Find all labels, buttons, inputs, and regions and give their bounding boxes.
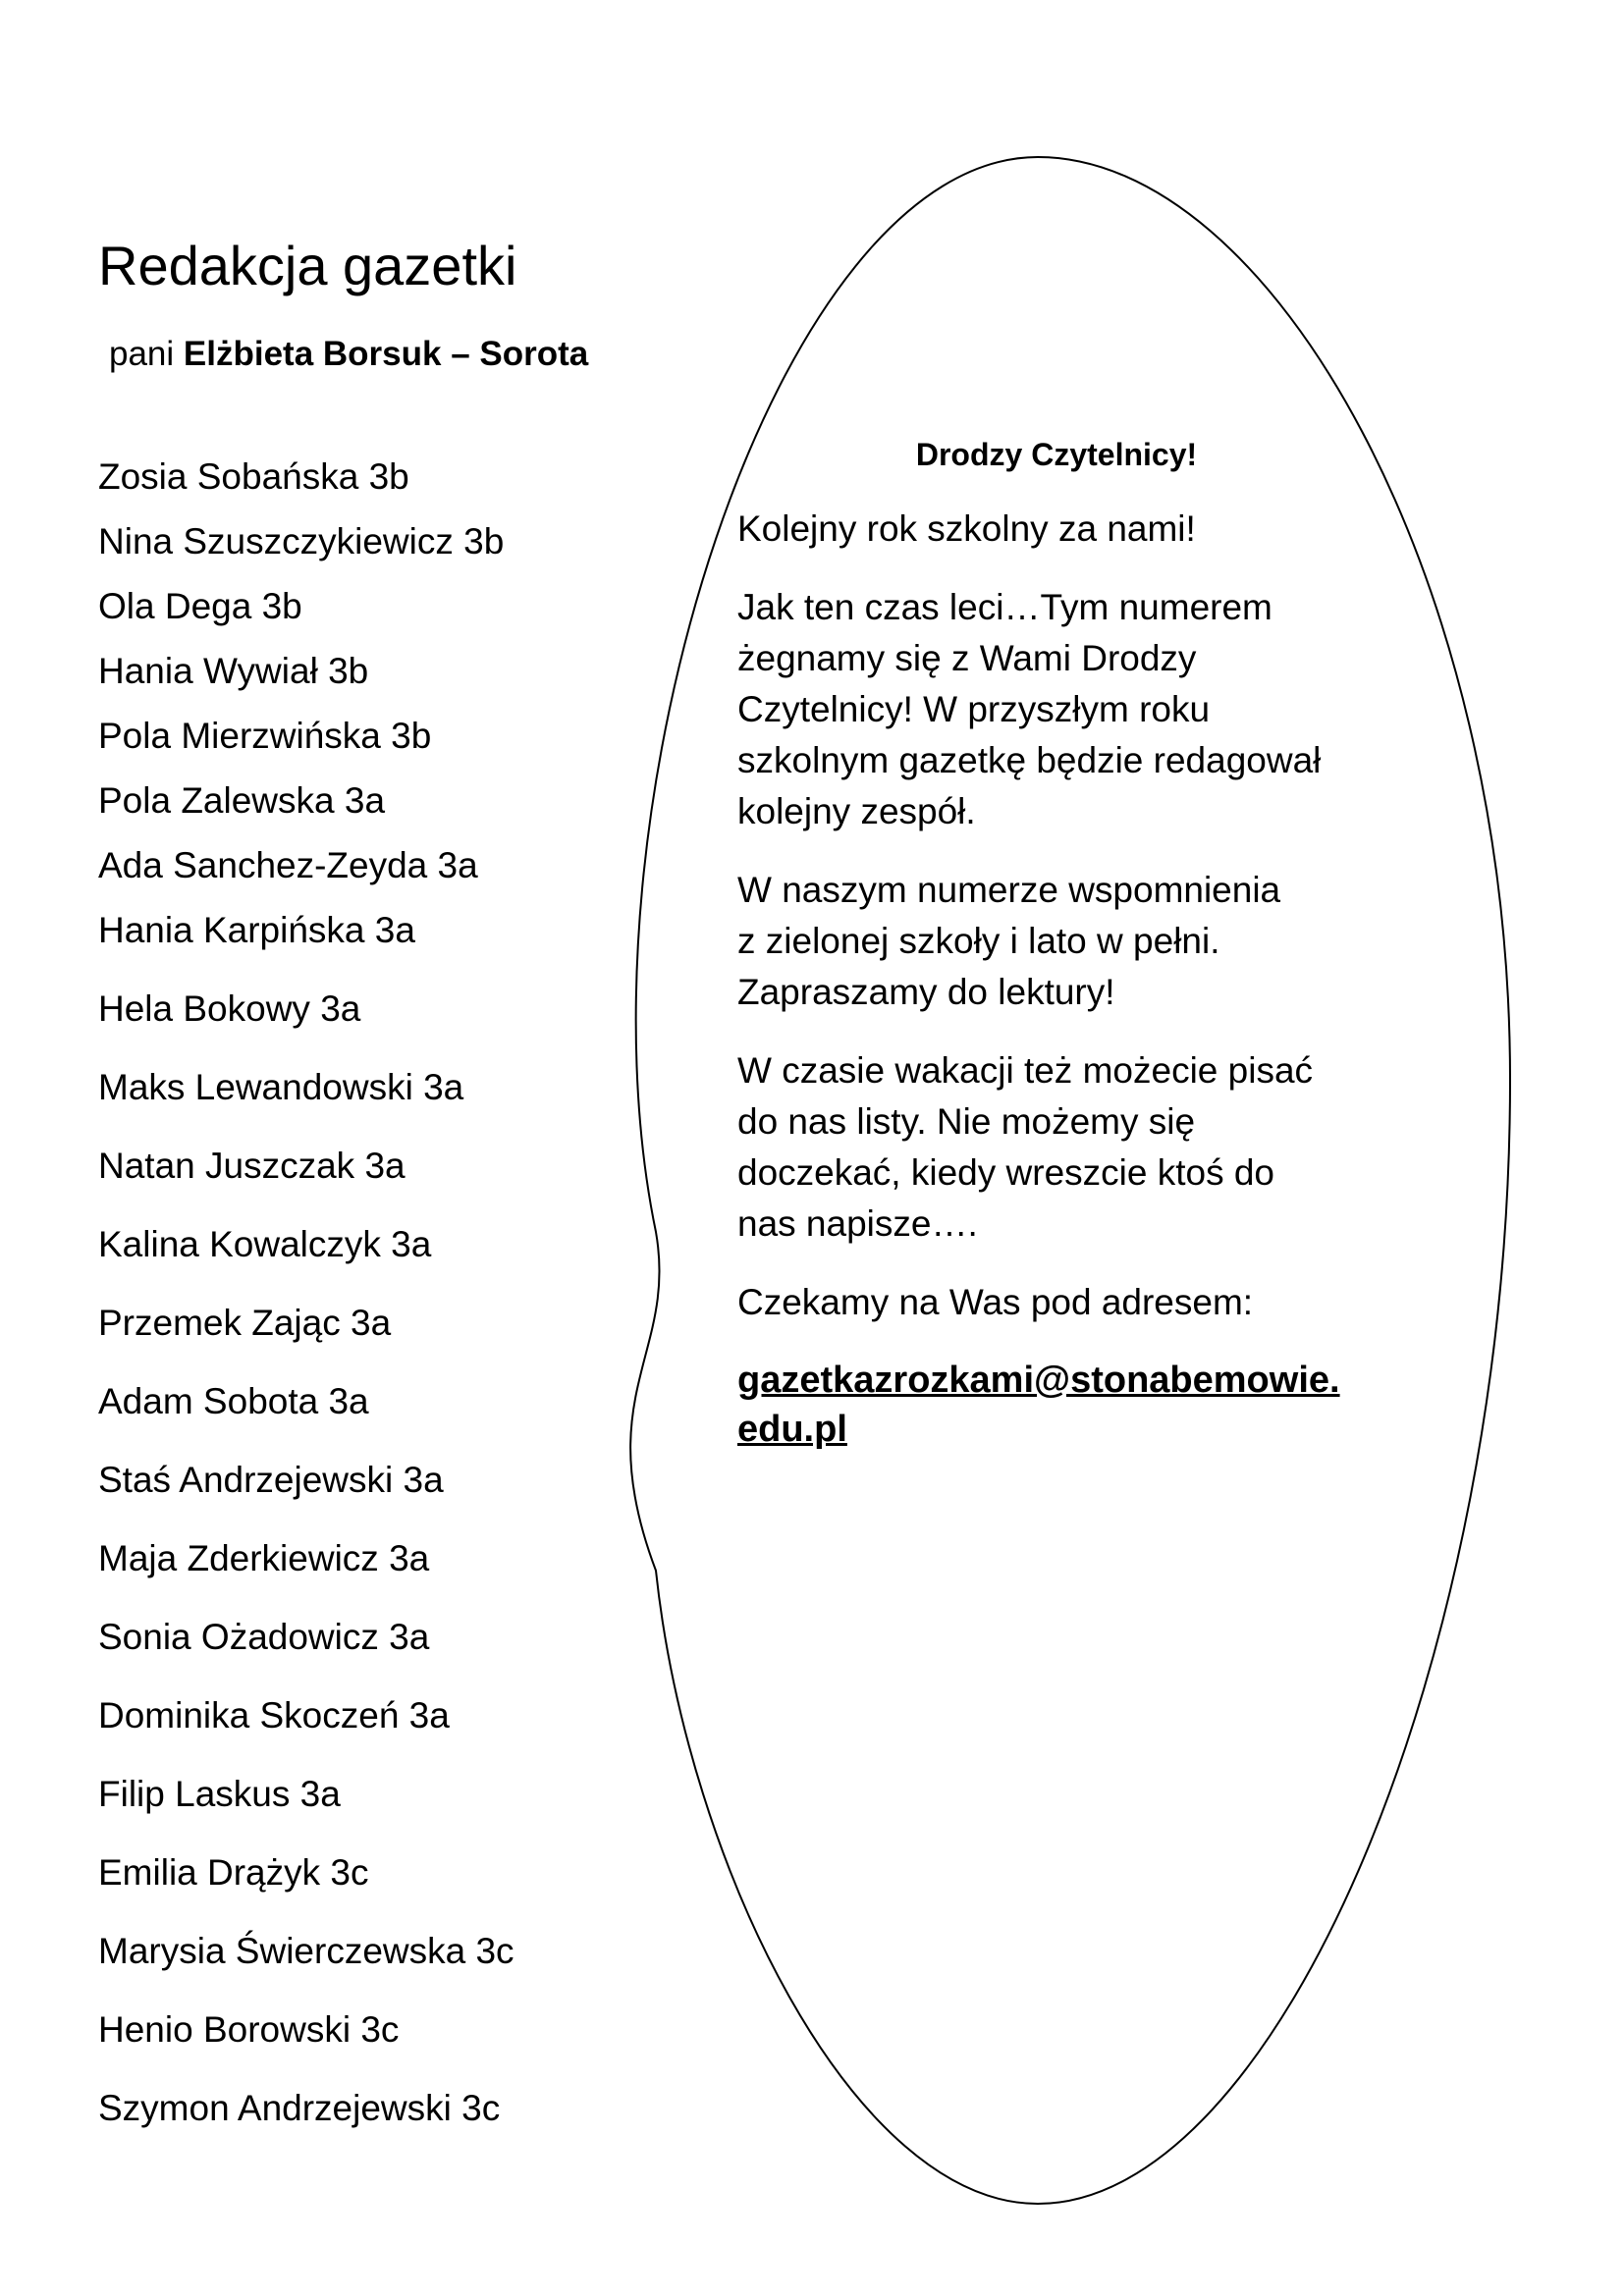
member-item: Pola Zalewska 3a [98,780,386,821]
member-item: Nina Szuszczykiewicz 3b [98,521,505,561]
teacher-name: Elżbieta Borsuk – Sorota [183,335,589,373]
teacher-prefix: pani [109,335,175,373]
member-item: Filip Laskus 3a [98,1774,341,1814]
member-item: Kalina Kowalczyk 3a [98,1224,432,1264]
member-item: Ada Sanchez-Zeyda 3a [98,845,478,885]
page-title: Redakcja gazetki [98,235,517,296]
member-item: Emilia Drążyk 3c [98,1852,369,1893]
contact-email-link[interactable]: gazetkazrozkami@stonabemowie. edu.pl [737,1360,1340,1450]
letter-paragraph: W czasie wakacji też możecie pisać do nas listy. Nie możemy się doczekać, kiedy wreszcie ktoś do nas napisze…. [737,1050,1314,1244]
letter-greeting: Drodzy Czytelnicy! [915,437,1198,472]
member-item: Szymon Andrzejewski 3c [98,2088,501,2128]
letter-paragraph: Czekamy na Was pod adresem: [737,1282,1254,1322]
member-item: Dominika Skoczeń 3a [98,1695,450,1735]
member-item: Sonia Ożadowicz 3a [98,1617,430,1657]
member-item: Hania Wywiał 3b [98,651,369,691]
member-item: Henio Borowski 3c [98,2009,400,2050]
letter-paragraph: Jak ten czas leci…Tym numerem żegnamy się z Wami Drodzy Czytelnicy! W przyszłym roku szkolnym gazetkę będzie redagował kolejny zespół. [737,587,1322,831]
member-item: Maja Zderkiewicz 3a [98,1538,430,1578]
member-item: Zosia Sobańska 3b [98,456,409,497]
member-item: Hania Karpińska 3a [98,910,415,950]
member-item: Hela Bokowy 3a [98,988,361,1029]
letter-paragraph: Kolejny rok szkolny za nami! [737,508,1196,549]
letter-paragraph: W naszym numerze wspomnienia z zielonej szkoły i lato w pełni. Zapraszamy do lektury! [737,870,1281,1012]
letter-to-readers [737,435,1376,1454]
member-item: Pola Mierzwińska 3b [98,716,432,756]
member-item: Ola Dega 3b [98,586,302,626]
member-item: Przemek Zając 3a [98,1303,392,1343]
member-item: Marysia Świerczewska 3c [98,1931,514,1971]
member-item: Maks Lewandowski 3a [98,1067,464,1107]
teacher-line [109,336,588,374]
member-item: Staś Andrzejewski 3a [98,1460,444,1500]
member-item: Natan Juszczak 3a [98,1146,406,1186]
member-item: Adam Sobota 3a [98,1381,369,1421]
